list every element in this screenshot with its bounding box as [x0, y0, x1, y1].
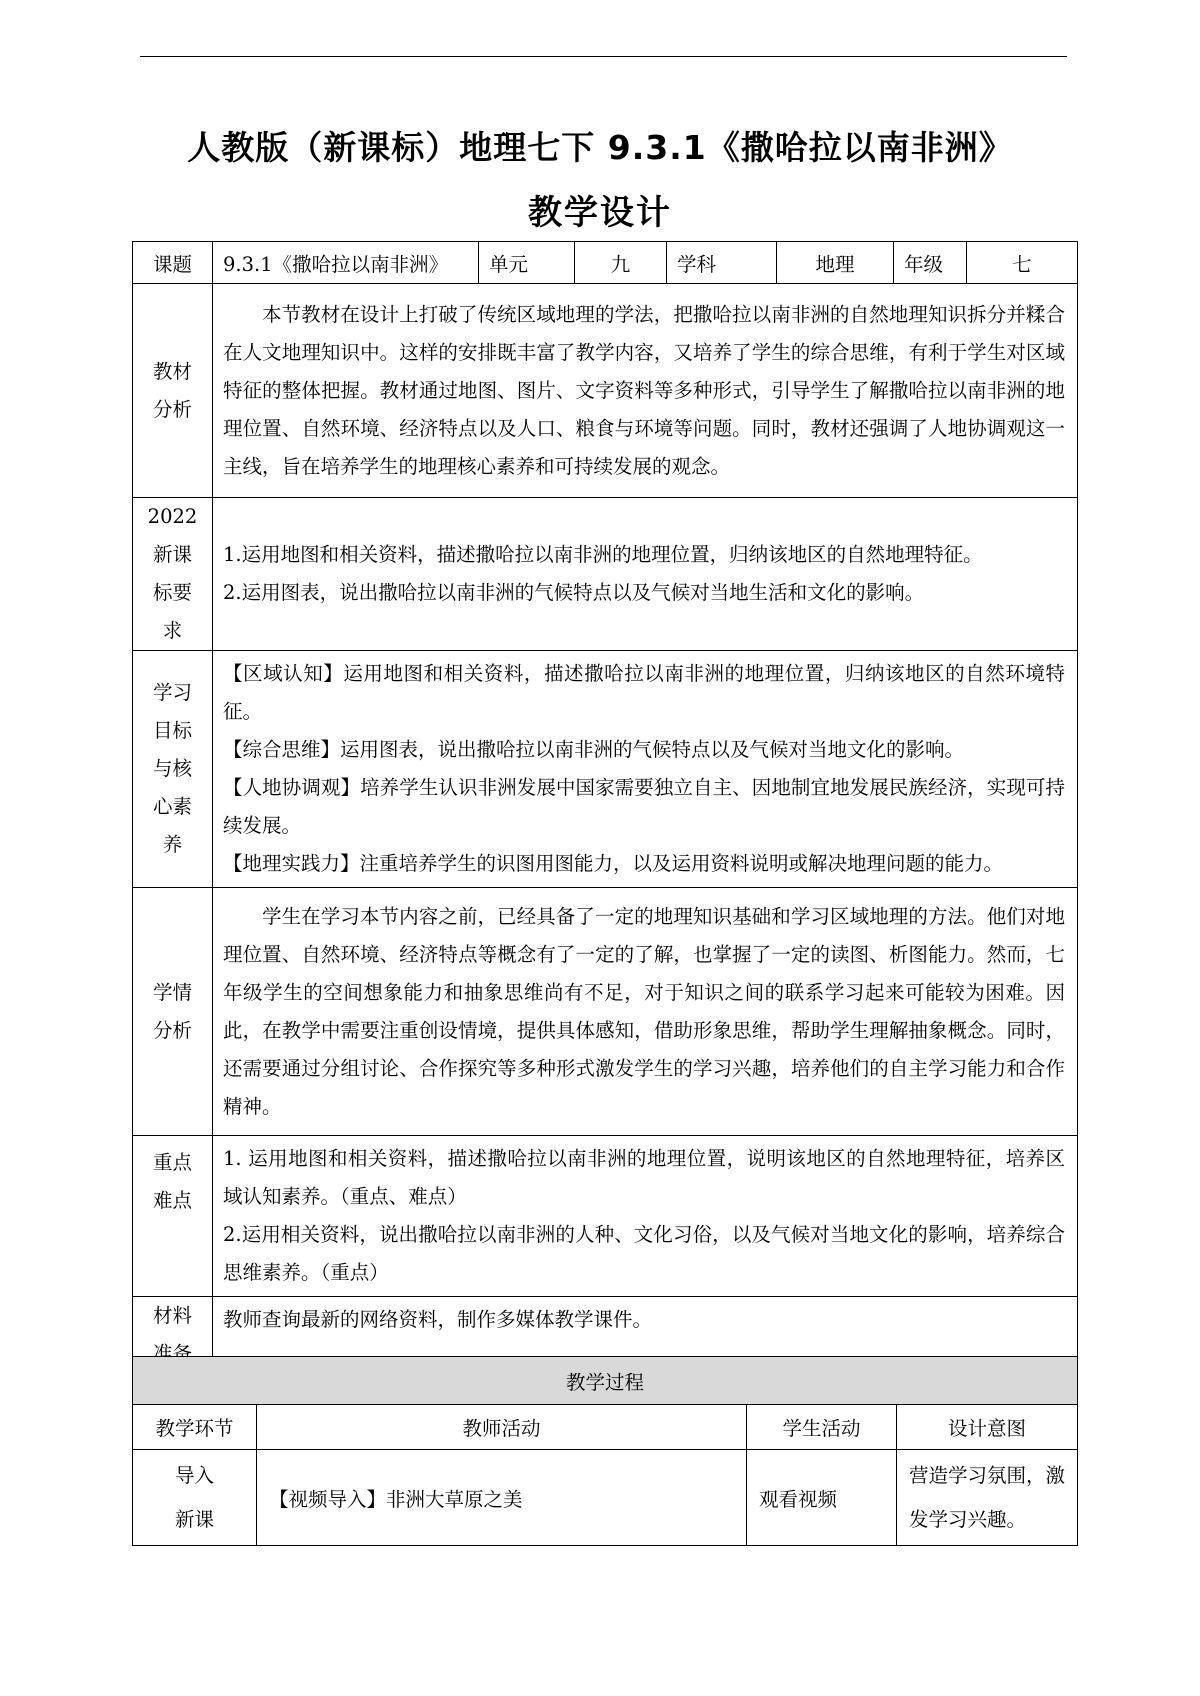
standards-label: 2022 新课 标要 求 [133, 498, 213, 651]
teaching-process-table [132, 1356, 1078, 1546]
header-stage: 教学环节 [133, 1405, 257, 1450]
student-analysis-row [133, 888, 1078, 1136]
key-points-row [133, 1136, 1078, 1297]
key-point-item: 1. 运用地图和相关资料，描述撒哈拉以南非洲的地理位置，说明该地区的自然地理特征，培养区域认知素养。（重点、难点） [223, 1147, 1065, 1208]
process-design-intent: 营造学习氛围，激发学习兴趣。 [897, 1450, 1078, 1546]
grade-label: 年级 [894, 242, 967, 284]
standards-item: 1.运用地图和相关资料，描述撒哈拉以南非洲的地理位置，归纳该地区的自然地理特征。 [223, 543, 983, 566]
header-rule [140, 56, 1067, 57]
page-title: 人教版（新课标）地理七下 9.3.1《撒哈拉以南非洲》 [187, 128, 1013, 167]
key-points-label: 重点 难点 [133, 1136, 213, 1297]
process-title-row [133, 1357, 1078, 1405]
info-row [133, 242, 1078, 284]
header-teacher: 教师活动 [257, 1405, 747, 1450]
subject-value: 地理 [777, 242, 894, 284]
key-point-item: 2.运用相关资料，说出撒哈拉以南非洲的人种、文化习俗，以及气候对当地文化的影响，培养综合思维素养。（重点） [223, 1223, 1065, 1284]
grade-value: 七 [967, 242, 1078, 284]
topic-value: 9.3.1《撒哈拉以南非洲》 [213, 242, 479, 284]
textbook-analysis-row [133, 284, 1078, 498]
process-stage: 导入 新课 [133, 1450, 257, 1546]
process-row [133, 1450, 1078, 1546]
process-title: 教学过程 [133, 1357, 1078, 1405]
textbook-analysis-text: 本节教材在设计上打破了传统区域地理的学法，把撒哈拉以南非洲的自然地理知识拆分并糅合在人文地理知识中。这样的安排既丰富了教学内容，又培养了学生的综合思维，有利于学生对区域特征的整体把握。教材通过地图、图片、文字资料等多种形式，引导学生了解撒哈拉以南非洲的地理位置、自然环境、经济特点以及人口、粮食与环境等问题。同时，教材还强调了人地协调观这一主线，旨在培养学生的地理核心素养和可持续发展的观念。 [213, 284, 1078, 498]
objectives-content [213, 651, 1078, 888]
subject-label: 学科 [667, 242, 777, 284]
materials-label: 材料 准备 [133, 1297, 213, 1374]
process-header-row [133, 1405, 1078, 1450]
objective-item: 【人地协调观】培养学生认识非洲发展中国家需要独立自主、因地制宜地发展民族经济，实现可持续发展。 [223, 776, 1065, 837]
topic-label: 课题 [133, 242, 213, 284]
objectives-label: 学习 目标 与核 心素 养 [133, 651, 213, 888]
lesson-info-table [132, 241, 1078, 1374]
header-student: 学生活动 [747, 1405, 897, 1450]
objective-item: 【综合思维】运用图表，说出撒哈拉以南非洲的气候特点以及气候对当地文化的影响。 [223, 738, 965, 761]
standards-content [213, 498, 1078, 651]
header-intent: 设计意图 [897, 1405, 1078, 1450]
student-analysis-text: 学生在学习本节内容之前，已经具备了一定的地理知识基础和学习区域地理的方法。他们对地理位置、自然环境、经济特点等概念有了一定的了解，也掌握了一定的读图、析图能力。然而，七年级学生的空间想象能力和抽象思维尚有不足，对于知识之间的联系学习起来可能较为困难。因此，在教学中需要注重创设情境，提供具体感知，借助形象思维，帮助学生理解抽象概念。同时，还需要通过分组讨论、合作探究等多种形式激发学生的学习兴趣，培养他们的自主学习能力和合作精神。 [213, 888, 1078, 1136]
page-subtitle: 教学设计 [528, 193, 672, 233]
key-points-content [213, 1136, 1078, 1297]
materials-text: 教师查询最新的网络资料，制作多媒体教学课件。 [213, 1297, 1078, 1374]
process-teacher-activity: 【视频导入】非洲大草原之美 [257, 1450, 747, 1546]
objectives-row [133, 651, 1078, 888]
standards-item: 2.运用图表，说出撒哈拉以南非洲的气候特点以及气候对当地生活和文化的影响。 [223, 581, 925, 604]
objective-item: 【区域认知】运用地图和相关资料，描述撒哈拉以南非洲的地理位置，归纳该地区的自然环境特征。 [223, 662, 1065, 723]
textbook-analysis-label: 教材 分析 [133, 284, 213, 498]
process-student-activity: 观看视频 [747, 1450, 897, 1546]
unit-label: 单元 [479, 242, 575, 284]
objective-item: 【地理实践力】注重培养学生的识图用图能力，以及运用资料说明或解决地理问题的能力。 [223, 852, 1004, 875]
unit-value: 九 [575, 242, 667, 284]
student-analysis-label: 学情 分析 [133, 888, 213, 1136]
standards-row [133, 498, 1078, 651]
